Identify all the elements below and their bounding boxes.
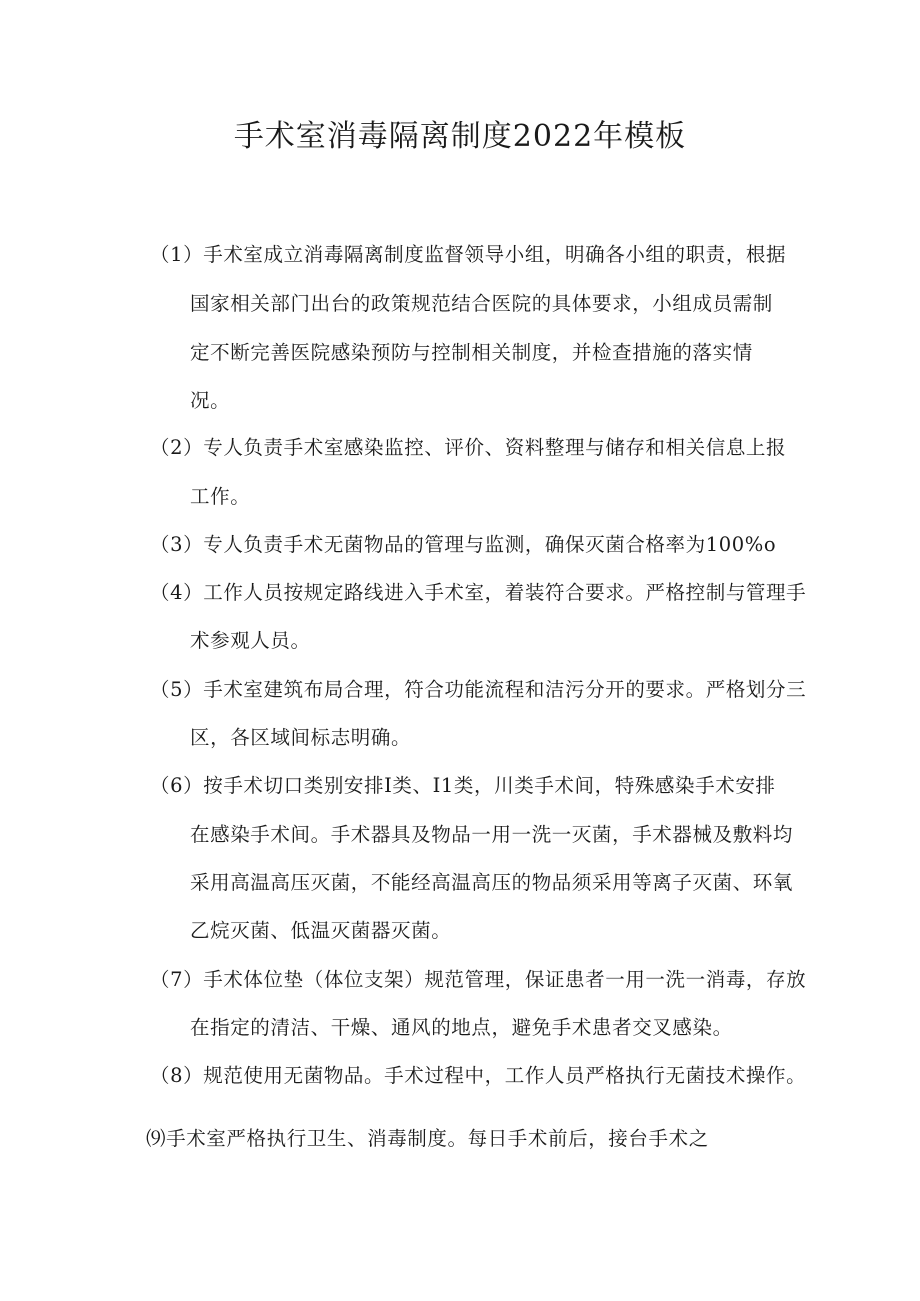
item-3-number: （3） <box>150 533 204 556</box>
item-6-line-4: 乙烷灭菌、低温灭菌器灭菌。 <box>190 919 452 942</box>
item-6-line-1: （6）按手术切口类别安排Ⅰ类、I1类，川类手术间，特殊感染手术安排 <box>150 772 776 800</box>
item-7-number: （7） <box>150 968 204 991</box>
item-2-number: （2） <box>150 436 204 459</box>
item-8-line-1: （8）规范使用无菌物品。手术过程中，工作人员严格执行无菌技术操作。 <box>150 1062 806 1090</box>
item-5-number: （5） <box>150 678 204 701</box>
item-1-line-3: 定不断完善医院感染预防与控制相关制度，并检查措施的落实情 <box>190 341 753 364</box>
item-5-line-2: 区，各区域间标志明确。 <box>190 726 412 749</box>
item-8-number: （8） <box>150 1064 204 1087</box>
item-6-number: （6） <box>150 774 204 797</box>
item-4-number: （4） <box>150 581 204 604</box>
item-1-line-1: （1）手术室成立消毒隔离制度监督领导小组，明确各小组的职责，根据 <box>150 241 786 269</box>
item-1-line-4: 况。 <box>190 389 231 412</box>
item-1-number: （1） <box>150 243 204 266</box>
page-title: 手术室消毒隔离制度2022年模板 <box>233 119 687 154</box>
item-4-line-1: （4）工作人员按规定路线进入手术室，着装符合要求。严格控制与管理手 <box>150 579 806 607</box>
item-6-line-2: 在感染手术间。手术器具及物品一用一洗一灭菌，手术器械及敷料均 <box>190 823 794 846</box>
item-7-line-1: （7）手术体位垫（体位支架）规范管理，保证患者一用一洗一消毒，存放 <box>150 966 806 994</box>
item-7-line-2: 在指定的清洁、干燥、通风的地点，避免手术患者交叉感染。 <box>190 1016 733 1039</box>
item-2-line-1: （2）专人负责手术室感染监控、评价、资料整理与储存和相关信息上报 <box>150 434 786 462</box>
item-3-line-1: （3）专人负责手术无菌物品的管理与监测，确保灭菌合格率为100%o <box>150 531 776 559</box>
item-4-line-2: 术参观人员。 <box>190 629 311 652</box>
item-9-line-1: ⑼手术室严格执行卫生、消毒制度。每日手术前后，接台手术之 <box>146 1125 709 1153</box>
item-6-line-3: 采用高温高压灭菌，不能经高温高压的物品须采用等离子灭菌、环氧 <box>190 871 794 894</box>
item-5-line-1: （5）手术室建筑布局合理，符合功能流程和洁污分开的要求。严格划分三 <box>150 676 806 704</box>
item-2-line-2: 工作。 <box>190 485 251 508</box>
item-1-line-2: 国家相关部门出台的政策规范结合医院的具体要求，小组成员需制 <box>190 292 773 315</box>
item-9-number: ⑼ <box>146 1127 167 1150</box>
